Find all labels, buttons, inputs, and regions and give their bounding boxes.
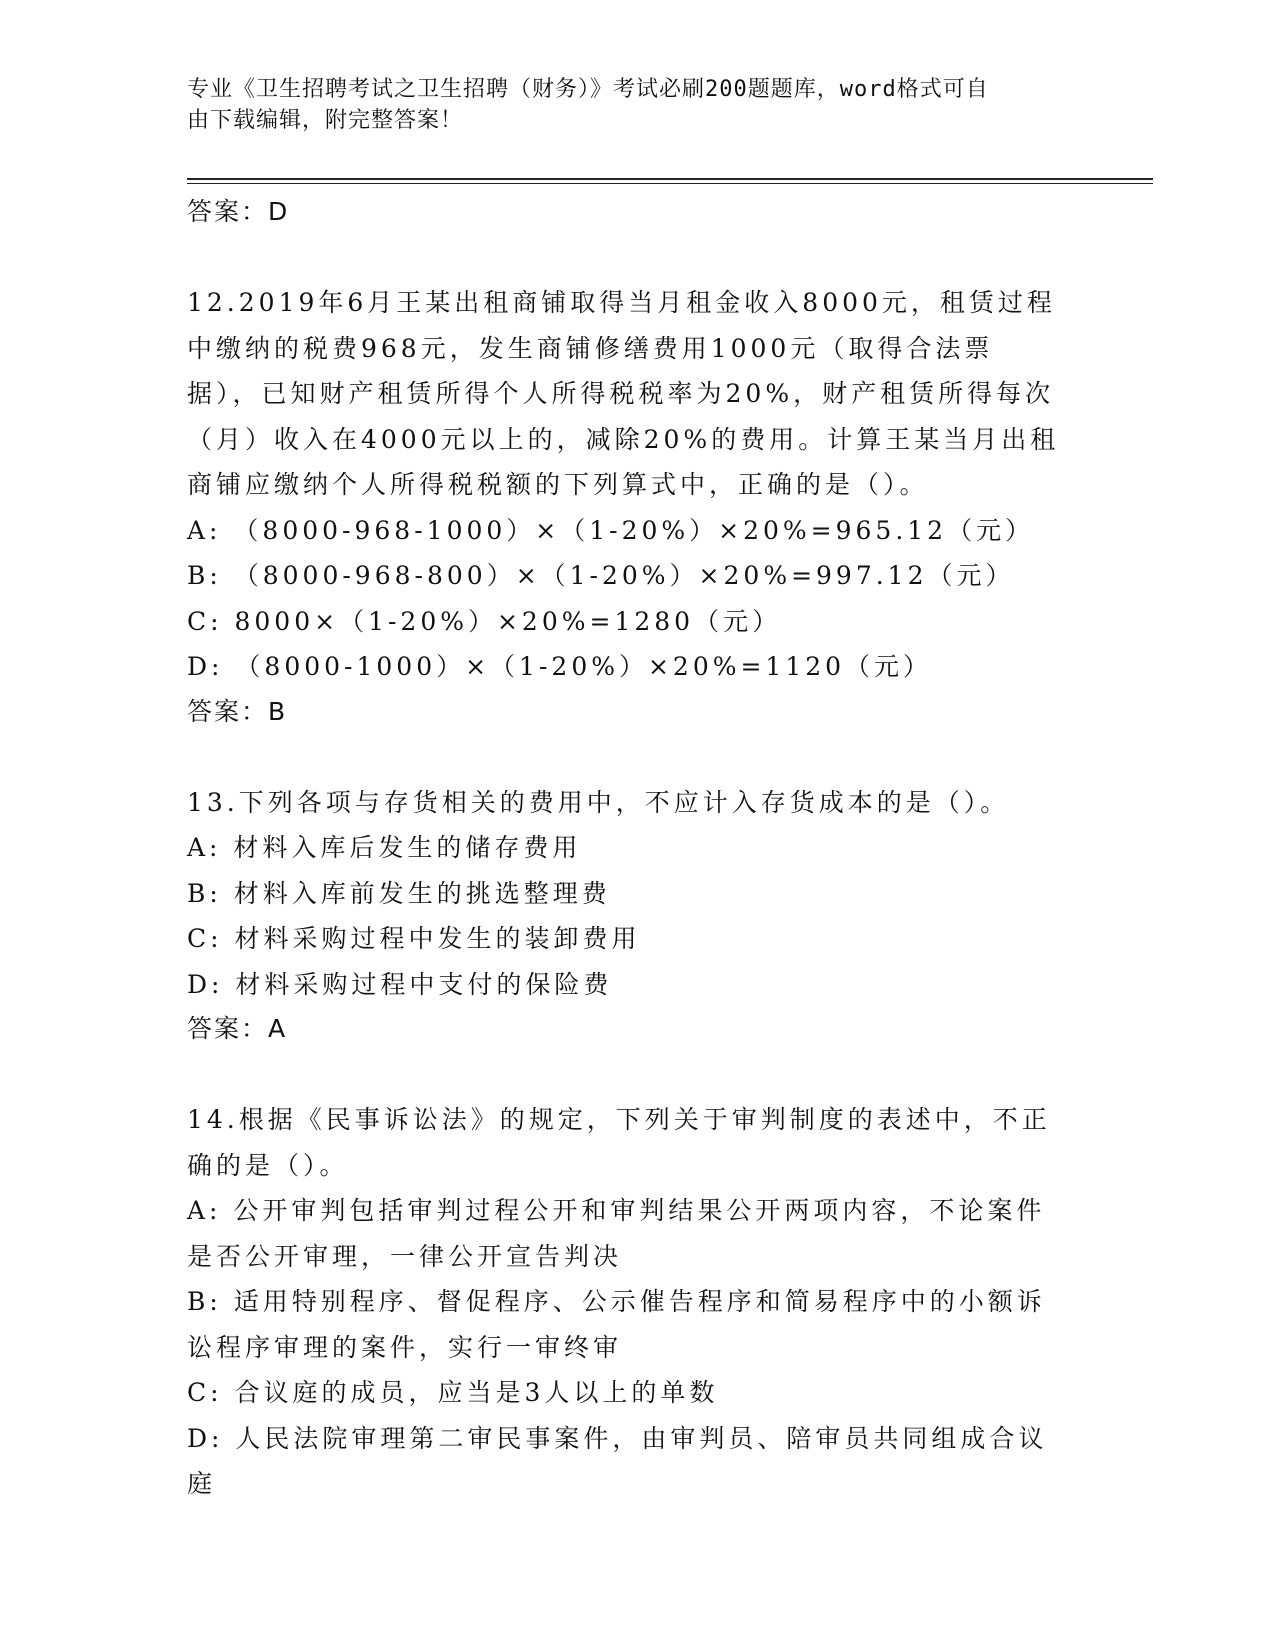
question-14 bbox=[187, 1097, 1087, 1507]
question-14-option-b: B: 适用特别程序、督促程序、公示催告程序和简易程序中的小额诉讼程序审理的案件，实行一审终审 bbox=[187, 1287, 1046, 1362]
question-13-option-a: A: 材料入库后发生的储存费用 bbox=[187, 833, 582, 862]
answer-previous-question: 答案：D bbox=[187, 197, 290, 226]
question-12-option-c: C: 8000×（1-20%）×20%=1280（元） bbox=[187, 606, 782, 636]
question-14-stem: 14.根据《民事诉讼法》的规定，下列关于审判制度的表述中，不正确的是（）。 bbox=[187, 1105, 1051, 1180]
question-12-option-d: D: （8000-1000）×（1-20%）×20%=1120（元） bbox=[187, 652, 933, 681]
question-13 bbox=[187, 780, 1087, 1052]
question-list bbox=[187, 190, 1087, 1507]
question-13-answer: 答案：A bbox=[187, 1014, 288, 1043]
question-12-option-a: A: （8000-968-1000）×（1-20%）×20%=965.12（元） bbox=[187, 515, 1035, 545]
question-12-stem: 12.2019年6月王某出租商铺取得当月租金收入8000元，租赁过程中缴纳的税费968元，发生商铺修缮费用1000元（取得合法票据），已知财产租赁所得个人所得税税率为20%，财产租赁所得每次（月）收入在4000元以上的，减除20%的费用。计算王某当月出租商铺应缴纳个人所得税税额的下列算式中，正确的是（）。 bbox=[187, 288, 1060, 499]
question-12-answer: 答案：B bbox=[187, 696, 288, 726]
question-13-option-d: D: 材料采购过程中支付的保险费 bbox=[187, 969, 613, 999]
header-divider-thin bbox=[187, 183, 1153, 184]
question-12 bbox=[187, 280, 1087, 734]
header-line-2: 由下载编辑，附完整答案！ bbox=[187, 108, 464, 133]
question-13-stem: 13.下列各项与存货相关的费用中，不应计入存货成本的是（）。 bbox=[187, 787, 1010, 817]
question-14-option-d: D: 人民法院审理第二审民事案件，由审判员、陪审员共同组成合议庭 bbox=[187, 1423, 1048, 1498]
page-header bbox=[187, 74, 1067, 136]
header-divider-thick bbox=[187, 178, 1153, 180]
question-12-option-b: B: （8000-968-800）×（1-20%）×20%=997.12（元） bbox=[187, 561, 1015, 590]
header-line-1: 专业《卫生招聘考试之卫生招聘（财务）》考试必刷200题题库，word格式可自 bbox=[187, 77, 989, 102]
question-14-option-c: C: 合议庭的成员，应当是3人以上的单数 bbox=[187, 1378, 719, 1407]
question-13-option-b: B: 材料入库前发生的挑选整理费 bbox=[187, 878, 611, 908]
question-13-option-c: C: 材料采购过程中发生的装卸费用 bbox=[187, 924, 641, 953]
question-14-option-a: A: 公开审判包括审判过程公开和审判结果公开两项内容，不论案件是否公开审理，一律公开宣告判决 bbox=[187, 1196, 1046, 1271]
